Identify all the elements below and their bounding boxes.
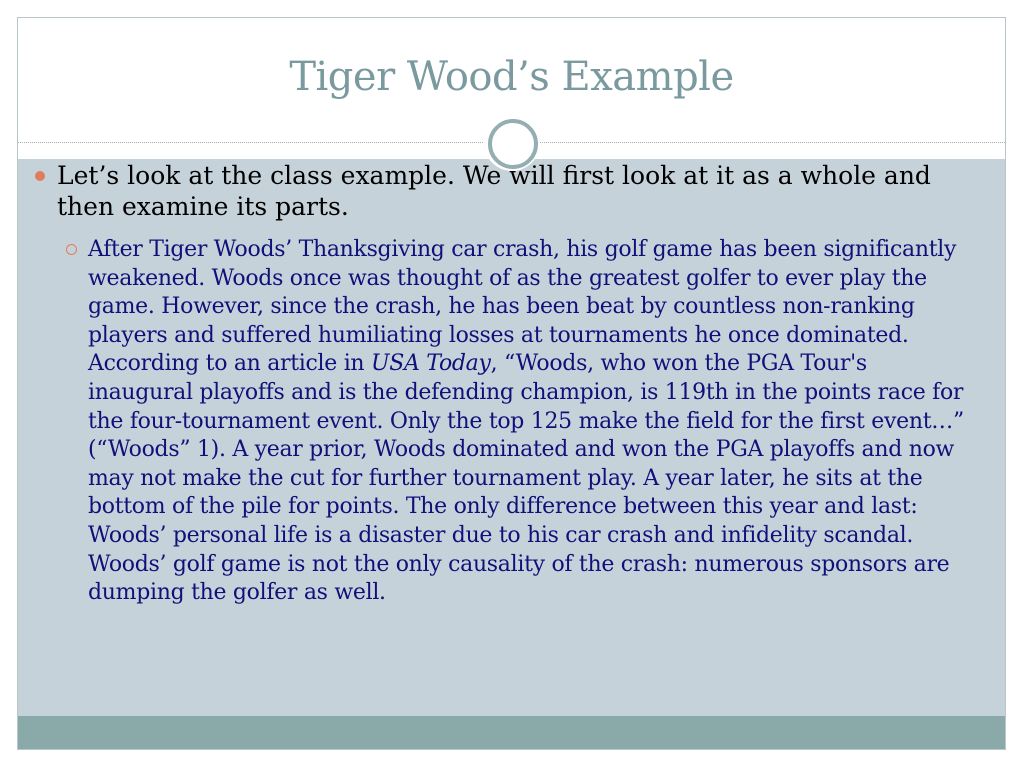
bottom-band [18,716,1005,750]
sub-bullet-item [66,236,966,608]
bullet-text: Let’s look at the class example. We will first look at it as a whole and then examine its parts. [57,161,931,221]
slide-title: Tiger Wood’s Example [289,54,734,100]
source-title: USA Today [371,351,491,377]
sub-bullet-text-part-1: After Tiger Woods’ Thanksgiving car crash, his golf game has been significantly weakened. Woods once was thought of as the greatest golfer to ever play the game. However, since the crash, he has been beat by countless non-ranking players and suffered humiliating losses at tournaments he once dominated. According to an article in [88,237,957,377]
bullet-dot-icon [35,171,45,181]
sub-bullet-ring-icon [66,244,77,255]
sub-bullet-text-part-2: , “Woods, who won the PGA Tour's inaugural playoffs and is the defending champion, is 119th in the points race for the four-tournament event. Only the top 125 make the field for the first event…” (“Woods” 1). A year prior, Woods dominated and won the PGA playoffs and now may not make the cut for further tournament play. A year later, he sits at the bottom of the pile for points. The only difference between this year and last: Woods’ personal life is a disaster due to his car crash and infidelity scandal. Woods’ golf game is not the only causality of the crash: numerous sponsors are dumping the golfer as well. [88,351,964,606]
sub-bullet-text [88,236,966,608]
bullet-item [35,160,955,222]
